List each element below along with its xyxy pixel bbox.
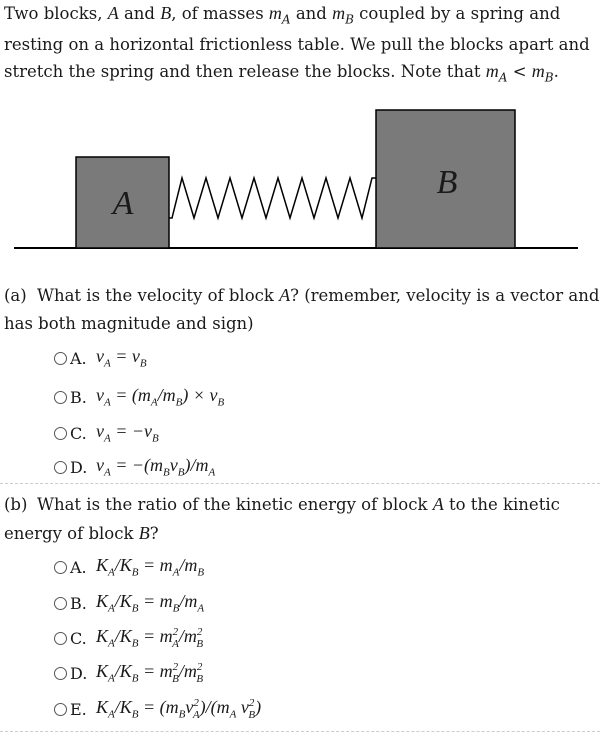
part-b-text: What is the ratio of the kinetic energy of block xyxy=(37,495,433,514)
option-expression: $K_A/K_B = m^2_B/m^2_B$ xyxy=(96,661,204,685)
spring xyxy=(169,178,376,218)
option-expression: $v_A = -(m_Bv_B)/m_A$ xyxy=(96,455,216,479)
radio-button[interactable] xyxy=(54,667,67,680)
radio-button[interactable] xyxy=(54,352,67,365)
option-expression: $K_A/K_B = m_B/m_A$ xyxy=(96,591,205,615)
intro-mass-b: m xyxy=(332,3,346,23)
option-letter: D. xyxy=(70,457,88,477)
radio-button[interactable] xyxy=(54,427,67,440)
radio-button[interactable] xyxy=(54,597,67,610)
radio-button[interactable] xyxy=(54,703,67,716)
ineq-op: < xyxy=(507,62,532,82)
option-expression: $v_A = v_B$ xyxy=(96,346,147,370)
part-b-var: B xyxy=(138,523,150,543)
intro-text: and xyxy=(118,4,161,23)
intro-sub: A xyxy=(498,70,508,85)
option-expression: $v_A = (m_A/m_B) \times v_B$ xyxy=(96,385,225,409)
part-b-option-c[interactable] xyxy=(54,626,203,650)
option-expression: $v_A = -v_B$ xyxy=(96,421,159,445)
part-b-label: (b) xyxy=(4,495,28,514)
ineq-lhs: m xyxy=(485,61,499,82)
intro-mass-a: m xyxy=(268,3,282,23)
block-a-label: A xyxy=(112,185,134,222)
part-a-option-a[interactable] xyxy=(54,346,147,370)
intro-text: coupled by a spring and resting on a horizontal frictionless table. We pull the blocks apart and stretch the spring and then release the blocks. Note that xyxy=(4,4,590,82)
option-letter: A. xyxy=(70,348,87,368)
section-divider xyxy=(0,483,600,484)
option-letter: C. xyxy=(70,628,87,648)
part-b-text: to the kinetic energy of block xyxy=(4,495,560,543)
option-expression: $K_A/K_B = (m_Bv^2_A)/(m_A$ $v^2_B$) xyxy=(96,697,262,721)
intro-sub: B xyxy=(544,70,554,85)
section-divider xyxy=(0,731,600,732)
option-letter: A. xyxy=(70,557,87,577)
intro-text: Two blocks, xyxy=(4,4,108,23)
part-a-label: (a) xyxy=(4,286,27,305)
option-letter: E. xyxy=(70,699,87,719)
option-letter: D. xyxy=(70,663,88,683)
part-a-option-d[interactable] xyxy=(54,455,215,479)
radio-button[interactable] xyxy=(54,391,67,404)
intro-sub: A xyxy=(281,12,291,27)
radio-button[interactable] xyxy=(54,461,67,474)
radio-button[interactable] xyxy=(54,561,67,574)
option-letter: B. xyxy=(70,387,87,407)
part-b-option-d[interactable] xyxy=(54,661,203,685)
ineq-rhs: m xyxy=(531,61,545,82)
radio-button[interactable] xyxy=(54,632,67,645)
intro-text: , of masses xyxy=(171,4,269,23)
option-letter: B. xyxy=(70,593,87,613)
part-b-option-e[interactable] xyxy=(54,697,261,721)
block-b-label: B xyxy=(436,164,458,201)
part-a-option-b[interactable] xyxy=(54,385,224,409)
part-b-text: ? xyxy=(149,524,159,543)
part-a-var: A xyxy=(279,285,291,305)
spring-blocks-diagram xyxy=(0,100,612,260)
part-b-var: A xyxy=(432,494,444,514)
part-a-text: ? (remember, velocity is a vector and has both magnitude and sign) xyxy=(4,286,600,333)
intro-var-a: A xyxy=(107,3,119,23)
intro-text: . xyxy=(553,62,559,82)
part-a-text: What is the velocity of block xyxy=(37,286,280,305)
part-a-option-c[interactable] xyxy=(54,421,159,445)
part-b-question xyxy=(4,490,604,548)
part-a-question xyxy=(4,281,604,338)
option-expression: $K_A/K_B = m_A/m_B$ xyxy=(96,555,205,579)
part-b-option-a[interactable] xyxy=(54,555,204,579)
intro-text: and xyxy=(290,4,333,23)
problem-statement xyxy=(4,0,594,91)
intro-var-b: B xyxy=(160,3,172,23)
intro-sub: B xyxy=(345,12,354,27)
option-letter: C. xyxy=(70,423,87,443)
option-expression: $K_A/K_B = m^2_A/m^2_B$ xyxy=(96,626,204,650)
part-b-option-b[interactable] xyxy=(54,591,204,615)
